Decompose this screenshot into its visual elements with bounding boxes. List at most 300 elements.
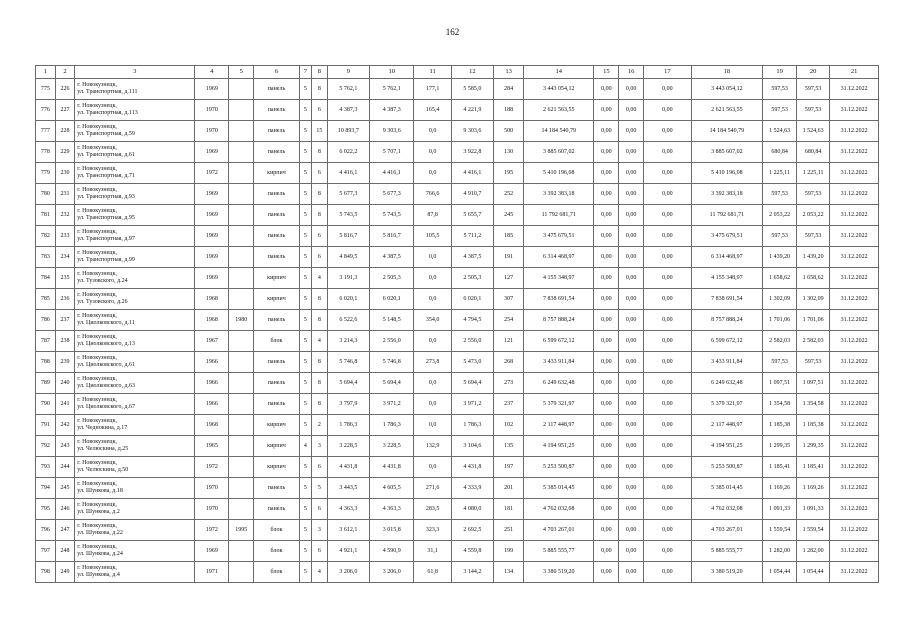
deadline-cell: 31.12.2022 [830,79,879,100]
residential-area-cell: 3 971,2 [451,394,493,415]
deadline-cell: 31.12.2022 [830,436,879,457]
cost-cell: 2 621 563,55 [524,100,594,121]
premises-area-cell: 5 762,1 [370,79,414,100]
total-cost-cell: 5 385 014,45 [691,478,762,499]
cost-col17-cell: 0,00 [644,352,692,373]
year-built-cell: 1969 [195,268,229,289]
row-number-cell: 786 [36,310,56,331]
year-built-cell: 1969 [195,142,229,163]
cost-col15-cell: 0,00 [594,184,619,205]
limit-cost-cell: 1 658,62 [797,268,830,289]
total-area-cell: 5 816,7 [327,226,369,247]
total-cost-cell: 4 703 267,01 [691,520,762,541]
column-header: 8 [312,66,328,79]
table-row [36,184,879,205]
unit-cost-cell: 1 299,35 [763,436,797,457]
total-area-cell: 5 677,3 [327,184,369,205]
table-row [36,79,879,100]
row-number-cell: 781 [36,205,56,226]
year-reconstructed-cell [229,100,254,121]
entrances-cell: 6 [312,499,328,520]
wall-material-cell: панель [254,373,300,394]
premises-area-cell: 4 416,1 [370,163,414,184]
total-area-cell: 3 797,9 [327,394,369,415]
table-row [36,226,879,247]
residents-cell: 121 [494,331,524,352]
residential-area-cell: 2 556,0 [451,331,493,352]
address-cell [75,373,195,394]
deadline-cell: 31.12.2022 [830,184,879,205]
year-reconstructed-cell [229,331,254,352]
cost-cell: 5 885 555,77 [524,541,594,562]
wall-material-cell: кирпич [254,289,300,310]
deadline-cell: 31.12.2022 [830,163,879,184]
cost-col17-cell: 0,00 [644,100,692,121]
limit-cost-cell: 1 282,00 [797,541,830,562]
cost-col17-cell: 0,00 [644,310,692,331]
address-city: г. Новокузнецк, [77,82,117,89]
premises-area-cell: 3 015,8 [370,520,414,541]
total-area-cell: 6 522,6 [327,310,369,331]
row-number-cell: 780 [36,184,56,205]
cost-cell: 6 599 672,12 [524,331,594,352]
entrances-cell: 8 [312,205,328,226]
address-cell [75,226,195,247]
address-street: ул. Челюскина, д.50 [77,467,129,473]
table-row [36,457,879,478]
cost-cell: 6 314 468,97 [524,247,594,268]
year-built-cell: 1968 [195,289,229,310]
cost-col16-cell: 0,00 [619,142,644,163]
deadline-cell: 31.12.2022 [830,289,879,310]
address-city: г. Новокузнецк, [77,481,117,488]
limit-cost-cell: 680,84 [797,142,830,163]
nonresidential-area-cell: 0,0 [414,415,451,436]
local-number-cell: 235 [55,268,75,289]
entrances-cell: 8 [312,310,328,331]
total-area-cell: 3 191,3 [327,268,369,289]
wall-material-cell: блок [254,331,300,352]
floors-cell: 5 [299,289,311,310]
cost-cell: 3 380 519,20 [524,562,594,583]
address-cell [75,541,195,562]
residents-cell: 181 [494,499,524,520]
year-built-cell: 1966 [195,352,229,373]
address-street: ул. Шункова, д.24 [77,551,123,557]
entrances-cell: 4 [312,562,328,583]
premises-area-cell: 5 743,5 [370,205,414,226]
total-area-cell: 6 020,1 [327,289,369,310]
wall-material-cell: панель [254,226,300,247]
nonresidential-area-cell: 0,0 [414,331,451,352]
unit-cost-cell: 1 282,00 [763,541,797,562]
column-header: 10 [370,66,414,79]
floors-cell: 5 [299,79,311,100]
entrances-cell: 8 [312,79,328,100]
cost-col17-cell: 0,00 [644,184,692,205]
column-header: 16 [619,66,644,79]
residents-cell: 135 [494,436,524,457]
address-street: ул. Циолковского, д.13 [77,341,136,347]
address-city: г. Новокузнецк, [77,544,117,551]
unit-cost-cell: 1 701,06 [763,310,797,331]
total-cost-cell: 5 379 321,97 [691,394,762,415]
residents-cell: 102 [494,415,524,436]
cost-col15-cell: 0,00 [594,205,619,226]
cost-col16-cell: 0,00 [619,541,644,562]
row-number-cell: 783 [36,247,56,268]
deadline-cell: 31.12.2022 [830,268,879,289]
cost-col16-cell: 0,00 [619,562,644,583]
total-area-cell: 3 443,5 [327,478,369,499]
table-row [36,436,879,457]
cost-col16-cell: 0,00 [619,163,644,184]
local-number-cell: 247 [55,520,75,541]
address-street: ул. Шункова, д.2 [77,509,120,515]
address-street: ул. Шункова, д.18 [77,488,123,494]
unit-cost-cell: 1 185,38 [763,415,797,436]
row-number-cell: 777 [36,121,56,142]
year-reconstructed-cell [229,79,254,100]
residents-cell: 199 [494,541,524,562]
limit-cost-cell: 1 185,38 [797,415,830,436]
column-header: 3 [75,66,195,79]
year-reconstructed-cell [229,184,254,205]
wall-material-cell: панель [254,184,300,205]
nonresidential-area-cell: 0,0 [414,163,451,184]
address-cell [75,310,195,331]
year-built-cell: 1965 [195,436,229,457]
limit-cost-cell: 2 582,03 [797,331,830,352]
total-cost-cell: 5 885 555,77 [691,541,762,562]
total-area-cell: 6 022,2 [327,142,369,163]
nonresidential-area-cell: 271,6 [414,478,451,499]
column-header: 20 [797,66,830,79]
total-cost-cell: 4 155 348,97 [691,268,762,289]
year-built-cell: 1969 [195,247,229,268]
year-built-cell: 1969 [195,79,229,100]
cost-col15-cell: 0,00 [594,520,619,541]
floors-cell: 5 [299,520,311,541]
residential-area-cell: 6 020,1 [451,289,493,310]
table-row [36,562,879,583]
unit-cost-cell: 1 559,54 [763,520,797,541]
table-body [36,79,879,583]
residents-cell: 273 [494,373,524,394]
total-area-cell: 10 893,7 [327,121,369,142]
cost-col16-cell: 0,00 [619,373,644,394]
column-header: 13 [494,66,524,79]
column-header: 21 [830,66,879,79]
limit-cost-cell: 1 169,26 [797,478,830,499]
cost-col16-cell: 0,00 [619,310,644,331]
residents-cell: 245 [494,205,524,226]
wall-material-cell: панель [254,499,300,520]
unit-cost-cell: 597,53 [763,184,797,205]
local-number-cell: 240 [55,373,75,394]
premises-area-cell: 3 206,0 [370,562,414,583]
header-row [36,66,879,79]
entrances-cell: 6 [312,226,328,247]
nonresidential-area-cell: 132,9 [414,436,451,457]
address-city: г. Новокузнецк, [77,250,117,257]
row-number-cell: 792 [36,436,56,457]
address-city: г. Новокузнецк, [77,187,117,194]
address-city: г. Новокузнецк, [77,397,117,404]
cost-col15-cell: 0,00 [594,142,619,163]
residential-area-cell: 2 505,3 [451,268,493,289]
deadline-cell: 31.12.2022 [830,394,879,415]
nonresidential-area-cell: 0,0 [414,268,451,289]
cost-cell: 6 249 632,48 [524,373,594,394]
residential-area-cell: 5 711,2 [451,226,493,247]
premises-area-cell: 5 677,3 [370,184,414,205]
residents-cell: 268 [494,352,524,373]
cost-cell: 5 385 014,45 [524,478,594,499]
row-number-cell: 779 [36,163,56,184]
address-cell [75,100,195,121]
cost-col15-cell: 0,00 [594,478,619,499]
residential-area-cell: 4 080,0 [451,499,493,520]
premises-area-cell: 6 020,1 [370,289,414,310]
wall-material-cell: кирпич [254,268,300,289]
table-row [36,310,879,331]
limit-cost-cell: 597,53 [797,184,830,205]
floors-cell: 5 [299,352,311,373]
nonresidential-area-cell: 273,8 [414,352,451,373]
address-street: ул. Чеднокина, д.17 [77,425,128,431]
entrances-cell: 6 [312,163,328,184]
residential-area-cell: 4 416,1 [451,163,493,184]
nonresidential-area-cell: 0,0 [414,121,451,142]
address-cell [75,436,195,457]
local-number-cell: 238 [55,331,75,352]
residents-cell: 197 [494,457,524,478]
address-street: ул. Транспортная, д.95 [77,215,135,221]
total-cost-cell: 3 380 519,20 [691,562,762,583]
total-cost-cell: 6 314 468,97 [691,247,762,268]
floors-cell: 5 [299,205,311,226]
nonresidential-area-cell: 283,5 [414,499,451,520]
cost-col16-cell: 0,00 [619,226,644,247]
cost-col17-cell: 0,00 [644,415,692,436]
cost-col16-cell: 0,00 [619,184,644,205]
cost-col17-cell: 0,00 [644,436,692,457]
table-row [36,499,879,520]
table-header [36,66,879,79]
cost-col15-cell: 0,00 [594,226,619,247]
address-street: ул. Транспортная, д.93 [77,194,135,200]
cost-col15-cell: 0,00 [594,79,619,100]
year-reconstructed-cell [229,352,254,373]
limit-cost-cell: 1 097,51 [797,373,830,394]
residents-cell: 130 [494,142,524,163]
local-number-cell: 231 [55,184,75,205]
address-street: ул. Транспортная, д.99 [77,257,135,263]
year-built-cell: 1969 [195,541,229,562]
table-row [36,478,879,499]
residential-area-cell: 4 559,8 [451,541,493,562]
address-cell [75,499,195,520]
floors-cell: 5 [299,100,311,121]
cost-col15-cell: 0,00 [594,394,619,415]
cost-cell: 3 392 383,18 [524,184,594,205]
residents-cell: 284 [494,79,524,100]
table-row [36,373,879,394]
address-street: ул. Транспортная, д.113 [77,110,138,116]
total-area-cell: 4 431,8 [327,457,369,478]
row-number-cell: 784 [36,268,56,289]
cost-col15-cell: 0,00 [594,100,619,121]
premises-area-cell: 5 816,7 [370,226,414,247]
floors-cell: 5 [299,184,311,205]
cost-col15-cell: 0,00 [594,457,619,478]
residential-area-cell: 4 431,8 [451,457,493,478]
address-city: г. Новокузнецк, [77,355,117,362]
table-row [36,541,879,562]
total-area-cell: 4 363,3 [327,499,369,520]
year-built-cell: 1970 [195,121,229,142]
entrances-cell: 8 [312,142,328,163]
deadline-cell: 31.12.2022 [830,415,879,436]
address-cell [75,79,195,100]
cost-col16-cell: 0,00 [619,499,644,520]
premises-area-cell: 1 786,3 [370,415,414,436]
year-reconstructed-cell [229,499,254,520]
address-street: ул. Циолковского, д.61 [77,362,136,368]
column-header: 1 [36,66,56,79]
total-cost-cell: 14 184 540,79 [691,121,762,142]
address-cell [75,121,195,142]
address-cell [75,457,195,478]
cost-cell: 5 410 196,08 [524,163,594,184]
nonresidential-area-cell: 87,8 [414,205,451,226]
entrances-cell: 6 [312,457,328,478]
cost-col17-cell: 0,00 [644,142,692,163]
address-cell [75,520,195,541]
total-area-cell: 1 786,3 [327,415,369,436]
address-city: г. Новокузнецк, [77,103,117,110]
limit-cost-cell: 1 091,33 [797,499,830,520]
cost-col16-cell: 0,00 [619,289,644,310]
cost-col16-cell: 0,00 [619,520,644,541]
address-cell [75,562,195,583]
floors-cell: 5 [299,268,311,289]
row-number-cell: 789 [36,373,56,394]
nonresidential-area-cell: 0,0 [414,373,451,394]
address-street: ул. Циолковского, д.67 [77,404,136,410]
address-city: г. Новокузнецк, [77,565,117,572]
address-city: г. Новокузнецк, [77,334,117,341]
cost-col17-cell: 0,00 [644,373,692,394]
year-built-cell: 1972 [195,163,229,184]
cost-col17-cell: 0,00 [644,541,692,562]
unit-cost-cell: 1 354,58 [763,394,797,415]
premises-area-cell: 4 363,3 [370,499,414,520]
limit-cost-cell: 597,53 [797,100,830,121]
deadline-cell: 31.12.2022 [830,373,879,394]
cost-col16-cell: 0,00 [619,436,644,457]
table-row [36,352,879,373]
entrances-cell: 6 [312,247,328,268]
unit-cost-cell: 1 054,44 [763,562,797,583]
entrances-cell: 8 [312,352,328,373]
nonresidential-area-cell: 177,1 [414,79,451,100]
local-number-cell: 237 [55,310,75,331]
cost-col15-cell: 0,00 [594,331,619,352]
cost-cell: 5 253 500,87 [524,457,594,478]
premises-area-cell: 4 387,5 [370,247,414,268]
wall-material-cell: панель [254,121,300,142]
total-cost-cell: 5 410 196,08 [691,163,762,184]
total-area-cell: 3 206,0 [327,562,369,583]
residents-cell: 500 [494,121,524,142]
cost-cell: 7 838 691,54 [524,289,594,310]
table-row [36,268,879,289]
residential-area-cell: 4 333,9 [451,478,493,499]
year-built-cell: 1969 [195,184,229,205]
unit-cost-cell: 1 302,09 [763,289,797,310]
floors-cell: 5 [299,415,311,436]
deadline-cell: 31.12.2022 [830,205,879,226]
total-cost-cell: 11 792 681,71 [691,205,762,226]
wall-material-cell: блок [254,520,300,541]
limit-cost-cell: 1 524,63 [797,121,830,142]
deadline-cell: 31.12.2022 [830,541,879,562]
wall-material-cell: блок [254,562,300,583]
residents-cell: 134 [494,562,524,583]
residents-cell: 127 [494,268,524,289]
total-cost-cell: 7 838 691,54 [691,289,762,310]
address-street: ул. Циолковского, д.11 [77,320,135,326]
address-street: ул. Транспортная, д.111 [77,89,138,95]
deadline-cell: 31.12.2022 [830,499,879,520]
total-cost-cell: 2 117 448,97 [691,415,762,436]
wall-material-cell: панель [254,352,300,373]
local-number-cell: 245 [55,478,75,499]
cost-col15-cell: 0,00 [594,247,619,268]
wall-material-cell: панель [254,142,300,163]
address-cell [75,478,195,499]
residential-area-cell: 3 104,6 [451,436,493,457]
row-number-cell: 796 [36,520,56,541]
year-built-cell: 1967 [195,331,229,352]
total-area-cell: 5 762,1 [327,79,369,100]
residential-area-cell: 1 786,3 [451,415,493,436]
floors-cell: 5 [299,499,311,520]
year-built-cell: 1970 [195,100,229,121]
total-area-cell: 4 416,1 [327,163,369,184]
address-street: ул. Циолковского, д.63 [77,383,136,389]
address-city: г. Новокузнецк, [77,292,117,299]
year-reconstructed-cell [229,268,254,289]
column-header: 12 [451,66,493,79]
year-built-cell: 1971 [195,562,229,583]
cost-col17-cell: 0,00 [644,499,692,520]
address-city: г. Новокузнецк, [77,523,117,530]
deadline-cell: 31.12.2022 [830,478,879,499]
wall-material-cell: блок [254,541,300,562]
total-area-cell: 5 743,5 [327,205,369,226]
year-built-cell: 1972 [195,457,229,478]
nonresidential-area-cell: 105,5 [414,226,451,247]
address-city: г. Новокузнецк, [77,145,117,152]
cost-col16-cell: 0,00 [619,247,644,268]
nonresidential-area-cell: 61,8 [414,562,451,583]
table-row [36,142,879,163]
cost-col15-cell: 0,00 [594,352,619,373]
table-row [36,331,879,352]
